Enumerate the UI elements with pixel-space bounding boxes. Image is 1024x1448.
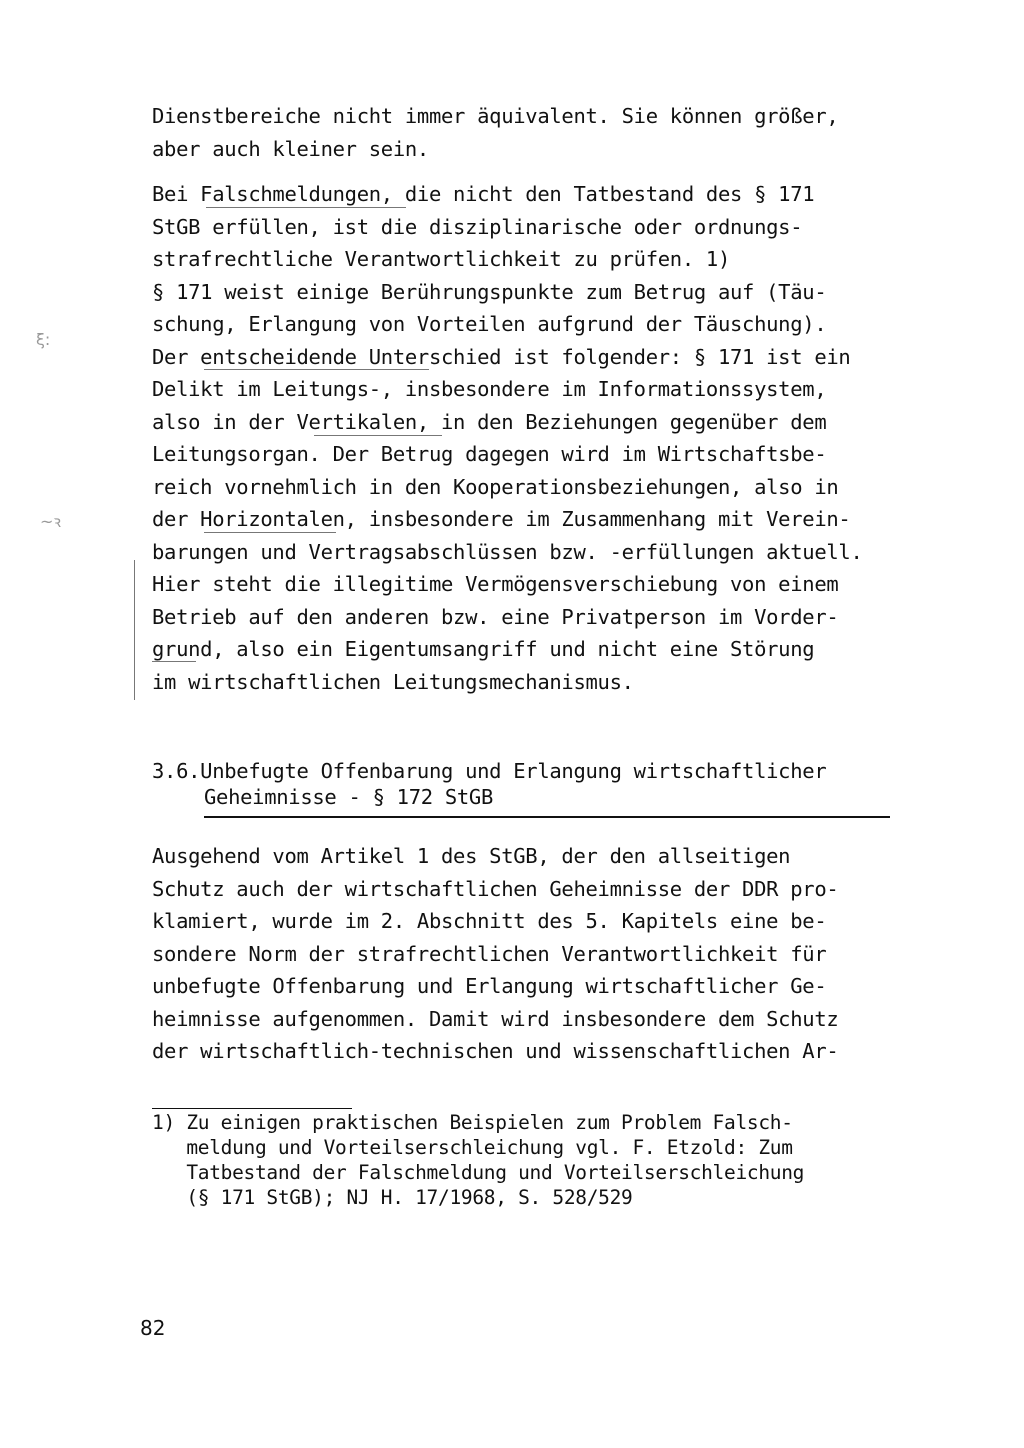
paragraph-1	[152, 100, 932, 165]
text-line: sondere Norm der strafrechtlichen Verantwortlichkeit für	[152, 941, 827, 966]
text-line: Bei Falschmeldungen, die nicht den Tatbestand des § 171	[152, 182, 815, 206]
section-heading-line-1: 3.6.Unbefugte Offenbarung und Erlangung wirtschaftlicher	[152, 759, 827, 783]
pencil-underline	[152, 661, 196, 662]
margin-scribble-icon: ξ꞉	[36, 330, 51, 349]
text-line: barungen und Vertragsabschlüssen bzw. -erfüllungen aktuell.	[152, 539, 863, 564]
text-line: schung, Erlangung von Vorteilen aufgrund der Täuschung).	[152, 312, 827, 336]
margin-scribble-icon: ~ꝛ	[40, 512, 61, 531]
page-number: 82	[140, 1316, 166, 1340]
text-line: StGB erfüllen, ist die disziplinarische oder ordnungs-	[152, 214, 803, 239]
footnote-line: meldung und Vorteilserschleichung vgl. F. Etzold: Zum	[152, 1136, 793, 1159]
section-heading	[152, 758, 912, 810]
pencil-underline	[204, 369, 429, 370]
text-line: Delikt im Leitungs-, insbesondere im Informationssystem,	[152, 377, 827, 401]
text-line: § 171 weist einige Berührungspunkte zum Betrug auf (Täu-	[152, 279, 827, 304]
pencil-underline	[204, 532, 336, 533]
text-line: der wirtschaftlich-technischen und wissenschaftlichen Ar-	[152, 1039, 839, 1063]
text-line: reich vornehmlich in den Kooperationsbeziehungen, also in	[152, 474, 839, 499]
text-line: Betrieb auf den anderen bzw. eine Privatperson im Vorder-	[152, 604, 839, 629]
footnote	[152, 1110, 932, 1210]
text-line: Dienstbereiche nicht immer äquivalent. Sie können größer,	[152, 104, 839, 128]
text-line: aber auch kleiner sein.	[152, 136, 429, 161]
paragraph-2	[152, 178, 932, 698]
footnote-line: Tatbestand der Falschmeldung und Vorteilserschleichung	[152, 1161, 805, 1184]
text-line: klamiert, wurde im 2. Abschnitt des 5. Kapitels eine be-	[152, 909, 827, 933]
pencil-margin-line	[134, 560, 135, 700]
text-line: Der entscheidende Unterschied ist folgender: § 171 ist ein	[152, 344, 851, 369]
heading-underline	[204, 816, 890, 818]
footnote-line: 1) Zu einigen praktischen Beispielen zum Problem Falsch-	[152, 1111, 793, 1134]
paragraph-3	[152, 840, 932, 1068]
text-line: Hier steht die illegitime Vermögensverschiebung von einem	[152, 572, 839, 596]
footnote-rule	[152, 1108, 352, 1109]
text-line: im wirtschaftlichen Leitungsmechanismus.	[152, 669, 634, 694]
section-heading-line-2: Geheimnisse - § 172 StGB	[204, 785, 494, 809]
text-line: heimnisse aufgenommen. Damit wird insbesondere dem Schutz	[152, 1006, 839, 1031]
footnote-line: (§ 171 StGB); NJ H. 17/1968, S. 528/529	[152, 1186, 633, 1209]
pencil-underline	[206, 207, 406, 208]
text-line: strafrechtliche Verantwortlichkeit zu prüfen. 1)	[152, 247, 731, 271]
text-line: unbefugte Offenbarung und Erlangung wirtschaftlicher Ge-	[152, 974, 827, 998]
pencil-underline	[314, 435, 442, 436]
text-line: Ausgehend vom Artikel 1 des StGB, der den allseitigen	[152, 844, 791, 868]
text-line: Schutz auch der wirtschaftlichen Geheimnisse der DDR pro-	[152, 876, 839, 901]
text-line: grund, also ein Eigentumsangriff und nicht eine Störung	[152, 637, 815, 661]
text-line: Leitungsorgan. Der Betrug dagegen wird im Wirtschaftsbe-	[152, 442, 827, 466]
text-line: also in der Vertikalen, in den Beziehungen gegenüber dem	[152, 409, 827, 434]
text-line: der Horizontalen, insbesondere im Zusammenhang mit Verein-	[152, 507, 851, 531]
